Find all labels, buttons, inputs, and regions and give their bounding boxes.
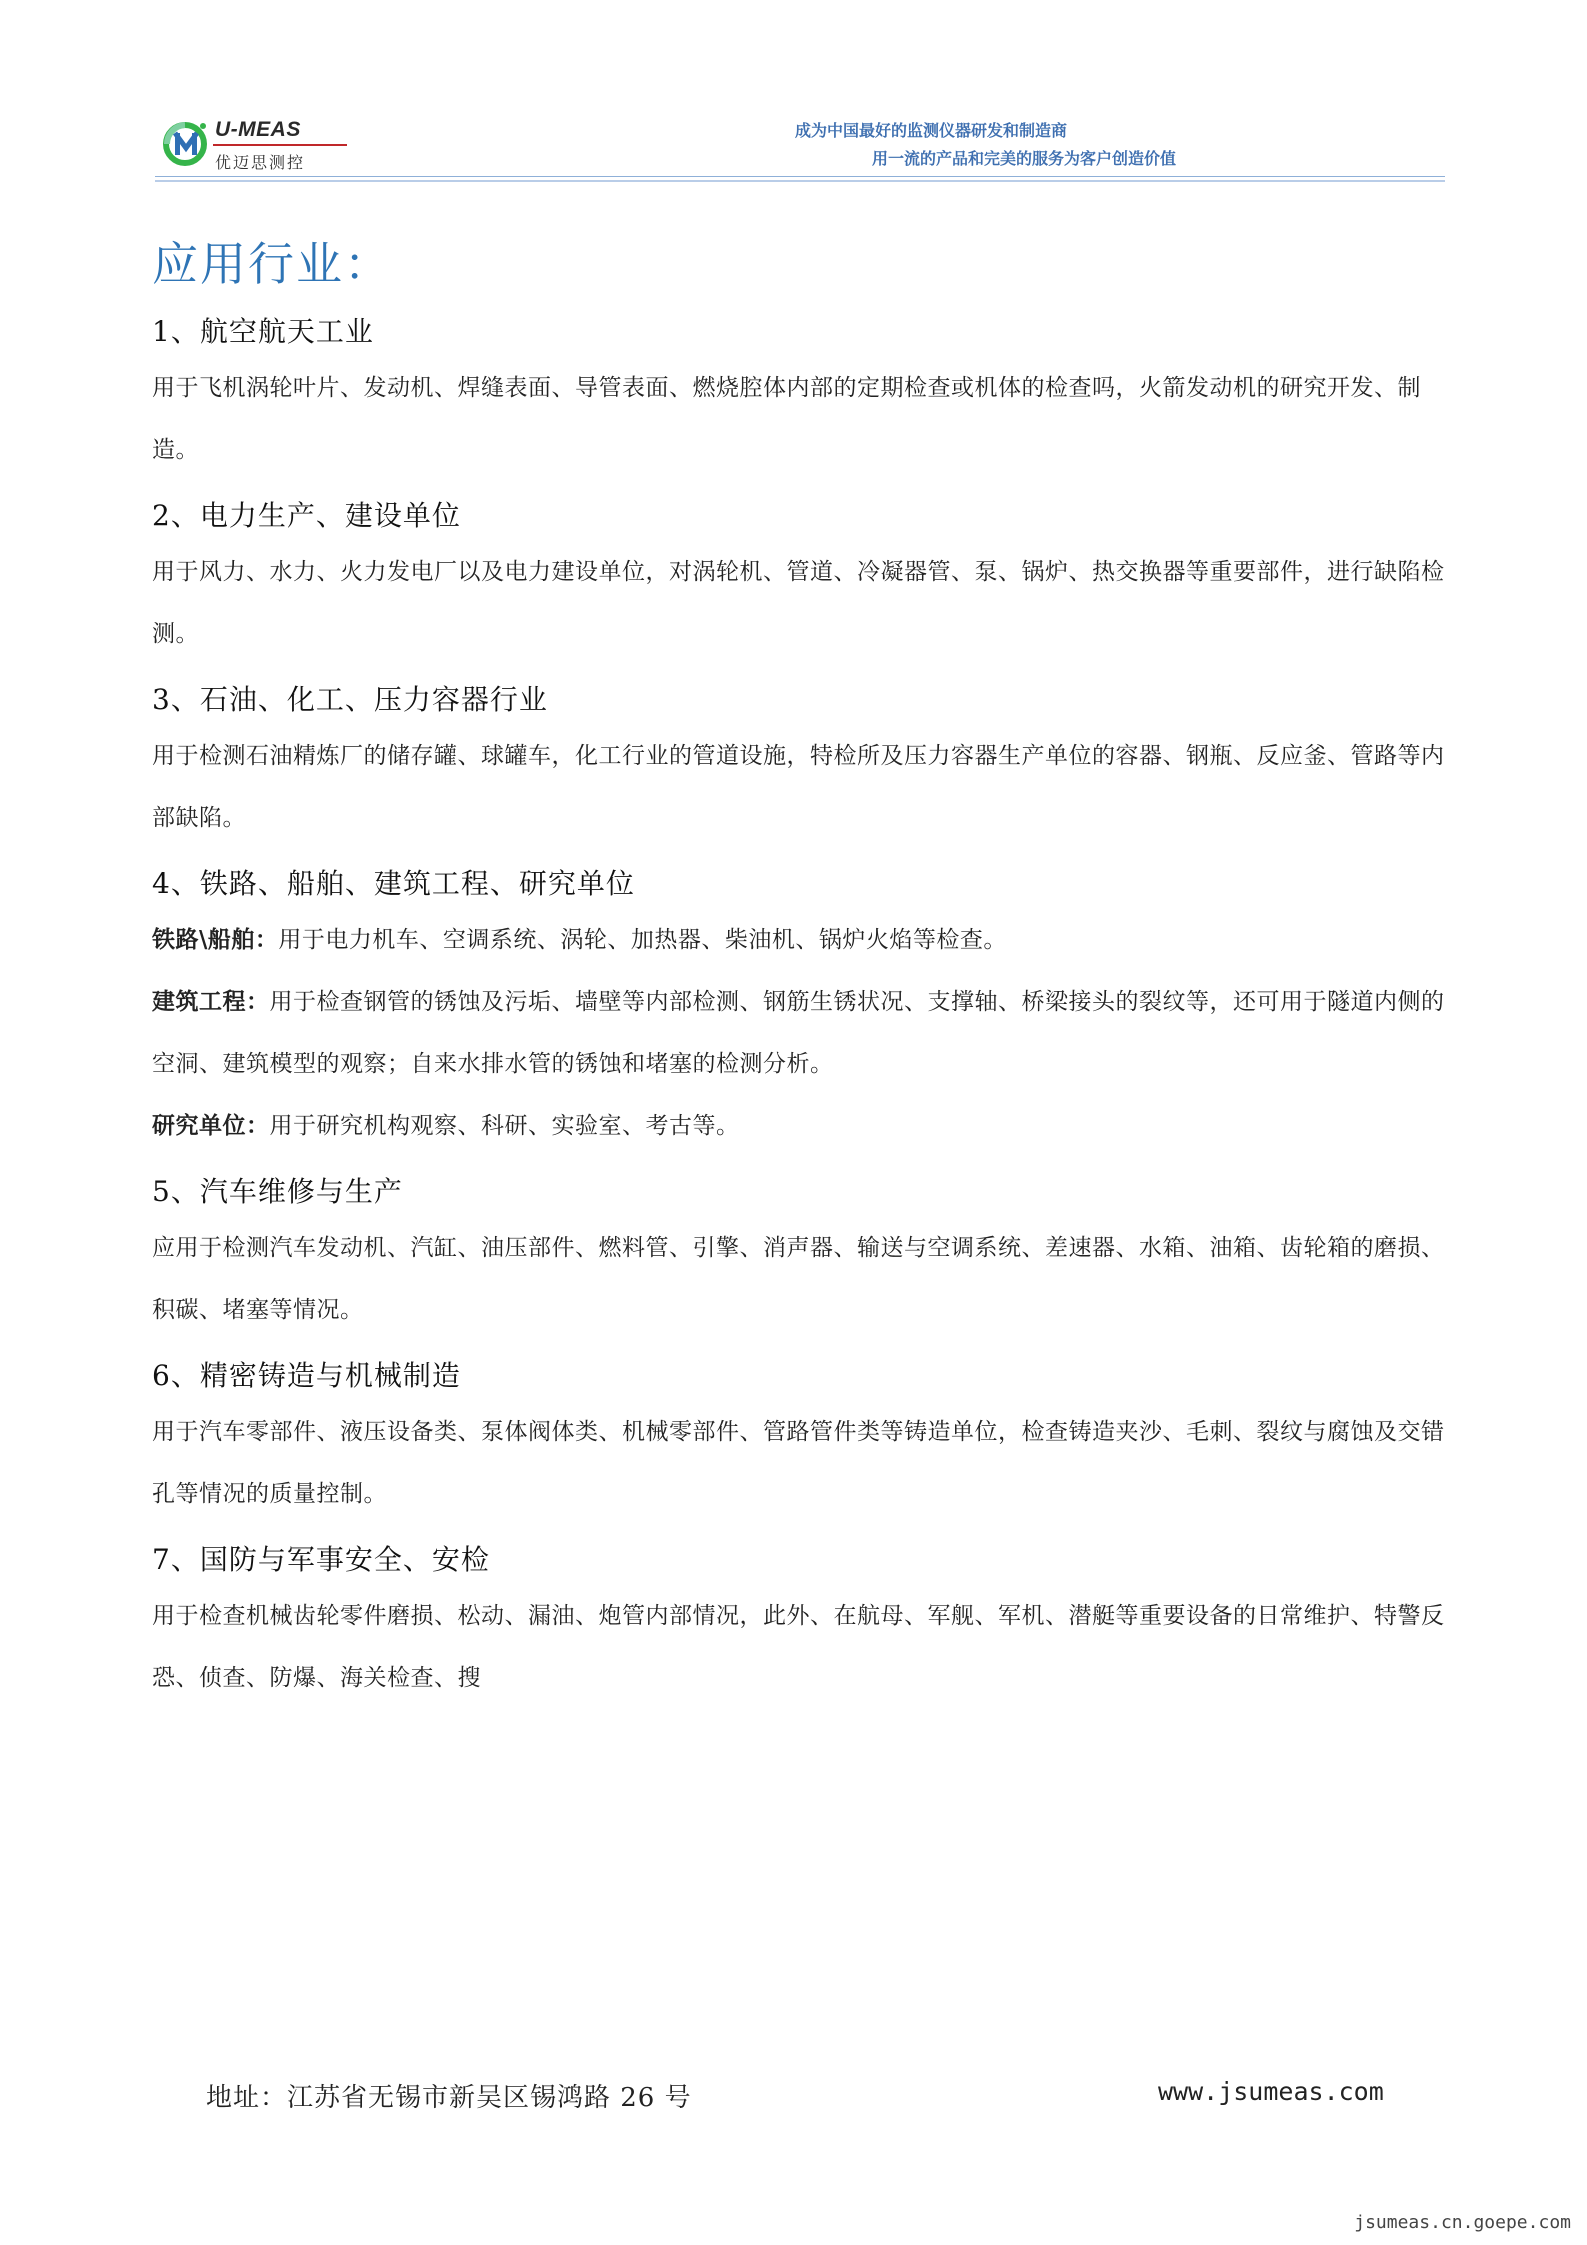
brand-name-cn: 优迈思测控 [215, 153, 306, 172]
section-heading: 6、精密铸造与机械制造 [152, 1359, 461, 1392]
item-text: 用于研究机构观察、科研、实验室、考古等。 [269, 1113, 740, 1139]
item-lead: 研究单位： [152, 1112, 270, 1139]
section-railway-construction [152, 864, 1450, 1157]
item-lead: 铁路\船舶： [152, 926, 279, 953]
slogan-line-1: 成为中国最好的监测仪器研发和制造商 [795, 121, 1068, 140]
section-automotive [152, 1172, 1450, 1341]
section-paragraph: 应用于检测汽车发动机、汽缸、油压部件、燃料管、引擎、消声器、输送与空调系统、差速器、水箱、油箱、齿轮箱的磨损、积碳、堵塞等情况。 [152, 1235, 1445, 1323]
item-lead: 建筑工程： [152, 988, 270, 1015]
footer-website-link[interactable]: www.jsumeas.com [1158, 2077, 1384, 2106]
item-construction [152, 971, 1450, 1095]
section-heading: 3、石油、化工、压力容器行业 [152, 683, 548, 716]
section-petrochemical [152, 680, 1450, 849]
page-header [155, 110, 1445, 182]
footer-address: 地址：江苏省无锡市新吴区锡鸿路 26 号 [206, 2083, 692, 2113]
section-heading: 1、航空航天工业 [152, 315, 374, 348]
logo-m-icon [163, 118, 211, 166]
section-casting [152, 1356, 1450, 1525]
page-title: 应用行业： [152, 237, 392, 291]
header-divider [155, 176, 1445, 177]
section-power [152, 496, 1450, 665]
header-divider-secondary [155, 180, 1445, 182]
brand-underline [213, 144, 347, 146]
section-aerospace [152, 312, 1450, 481]
section-paragraph: 用于飞机涡轮叶片、发动机、焊缝表面、导管表面、燃烧腔体内部的定期检查或机体的检查吗，火箭发动机的研究开发、制造。 [152, 375, 1421, 463]
section-items [152, 909, 1450, 1157]
company-logo [155, 110, 355, 172]
section-heading: 5、汽车维修与生产 [152, 1175, 403, 1208]
section-heading: 4、铁路、船舶、建筑工程、研究单位 [152, 867, 635, 900]
section-paragraph: 用于检查机械齿轮零件磨损、松动、漏油、炮管内部情况，此外、在航母、军舰、军机、潜艇等重要设备的日常维护、特警反恐、侦查、防爆、海关检查、搜 [152, 1603, 1445, 1691]
section-defense [152, 1540, 1450, 1709]
section-heading: 2、电力生产、建设单位 [152, 499, 461, 532]
document-body [152, 312, 1450, 1724]
item-text: 用于检查钢管的锈蚀及污垢、墙壁等内部检测、钢筋生锈状况、支撑轴、桥梁接头的裂纹等，还可用于隧道内侧的空洞、建筑模型的观察；自来水排水管的锈蚀和堵塞的检测分析。 [152, 989, 1445, 1077]
section-paragraph: 用于检测石油精炼厂的储存罐、球罐车，化工行业的管道设施，特检所及压力容器生产单位的容器、钢瓶、反应釜、管路等内部缺陷。 [152, 743, 1445, 831]
section-heading: 7、国防与军事安全、安检 [152, 1543, 490, 1576]
item-text: 用于电力机车、空调系统、涡轮、加热器、柴油机、锅炉火焰等检查。 [278, 927, 1007, 953]
section-paragraph: 用于汽车零部件、液压设备类、泵体阀体类、机械零部件、管路管件类等铸造单位，检查铸造夹沙、毛刺、裂纹与腐蚀及交错孔等情况的质量控制。 [152, 1419, 1445, 1507]
section-paragraph: 用于风力、水力、火力发电厂以及电力建设单位，对涡轮机、管道、冷凝器管、泵、锅炉、热交换器等重要部件，进行缺陷检测。 [152, 559, 1445, 647]
item-research [152, 1095, 1450, 1157]
source-watermark: jsumeas.cn.goepe.com [1354, 2212, 1571, 2233]
slogan-line-2: 用一流的产品和完美的服务为客户创造价值 [872, 149, 1177, 168]
item-railway-ship [152, 909, 1450, 971]
brand-name: U-MEAS [215, 118, 301, 141]
